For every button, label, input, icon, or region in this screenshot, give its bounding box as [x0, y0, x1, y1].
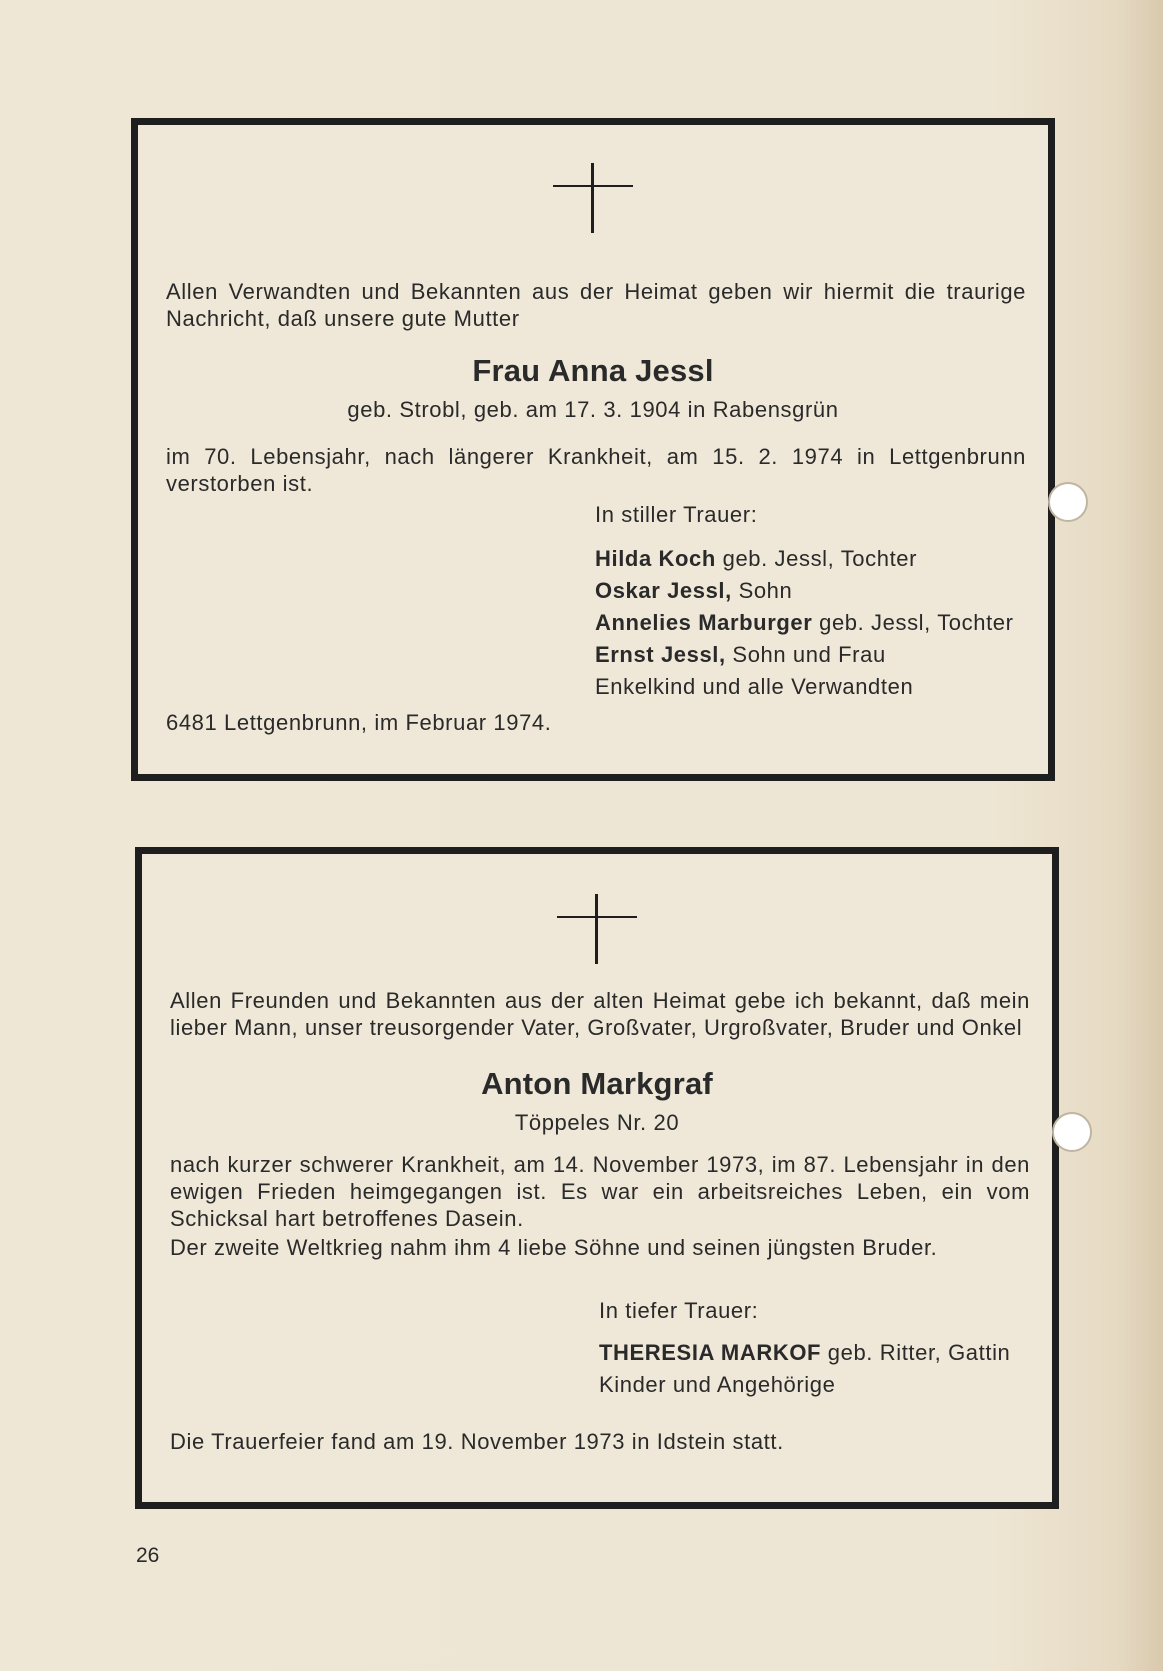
obituary-notice-jessl: [131, 118, 1055, 781]
punch-hole: [1048, 482, 1088, 522]
mourner-line: Kinder und Angehörige: [599, 1372, 836, 1397]
mourners-list: [599, 1337, 1010, 1401]
obituary-notice-markgraf: [135, 847, 1059, 1509]
war-note: Der zweite Weltkrieg nahm ihm 4 liebe Söhne und seinen jüngsten Bruder.: [170, 1235, 938, 1260]
cross-icon: [557, 894, 637, 964]
notice-intro: Allen Verwandten und Bekannten aus der Heimat geben wir hiermit die traurige Nachricht, daß unsere gute Mutter: [166, 279, 1026, 331]
deceased-name: Anton Markgraf: [481, 1066, 713, 1101]
place-date: 6481 Lettgenbrunn, im Februar 1974.: [166, 710, 552, 735]
mourning-heading: In tiefer Trauer:: [599, 1298, 759, 1323]
death-details: im 70. Lebensjahr, nach längerer Krankheit, am 15. 2. 1974 in Lettgenbrunn verstorben ist.: [166, 444, 1026, 496]
notice-intro: Allen Freunden und Bekannten aus der alten Heimat gebe ich bekannt, daß mein lieber Mann, unser treusorgender Vater, Großvater, Urgroßvater, Bruder und Onkel: [170, 988, 1030, 1040]
funeral-note: Die Trauerfeier fand am 19. November 1973 in Idstein statt.: [170, 1429, 784, 1454]
cross-icon: [553, 163, 633, 233]
mourner-line: Ernst Jessl, Sohn und Frau: [595, 642, 886, 667]
deceased-name: Frau Anna Jessl: [472, 353, 714, 388]
mourner-line: Oskar Jessl, Sohn: [595, 578, 793, 603]
death-details: nach kurzer schwerer Krankheit, am 14. November 1973, im 87. Lebensjahr in den ewigen Frieden heimgegangen ist. Es war ein arbeitsreiches Leben, ein vom Schicksal hart betroffenes Dasein.: [170, 1152, 1030, 1231]
mourner-line: Enkelkind und alle Verwandten: [595, 674, 914, 699]
address: Töppeles Nr. 20: [514, 1110, 680, 1135]
birth-details: geb. Strobl, geb. am 17. 3. 1904 in Rabensgrün: [347, 397, 839, 422]
mourning-heading: In stiller Trauer:: [595, 502, 758, 527]
mourners-list: [595, 543, 1014, 703]
punch-hole: [1052, 1112, 1092, 1152]
mourner-line: Hilda Koch geb. Jessl, Tochter: [595, 546, 918, 571]
page-number: 26: [136, 1544, 160, 1567]
mourner-line: THERESIA MARKOF geb. Ritter, Gattin: [599, 1340, 1011, 1365]
mourner-line: Annelies Marburger geb. Jessl, Tochter: [595, 610, 1014, 635]
